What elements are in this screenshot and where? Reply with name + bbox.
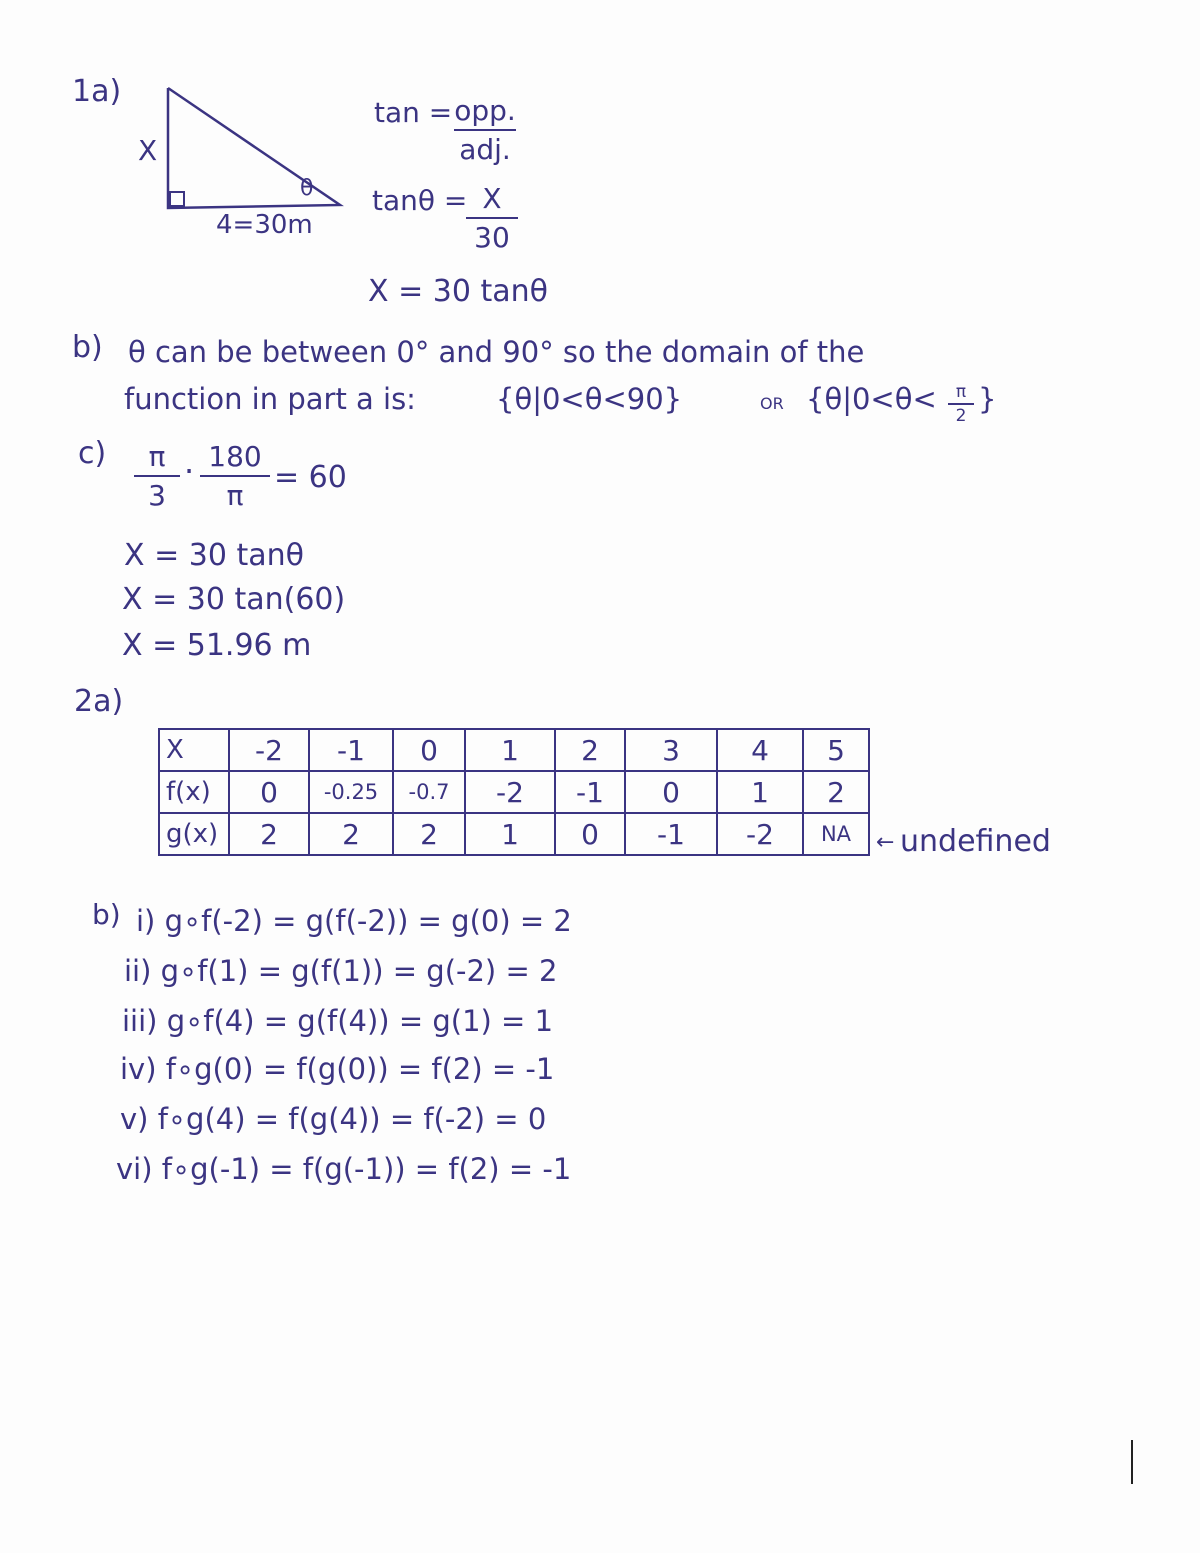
q1b-set2-den: 2 — [955, 406, 967, 426]
table-row-g — [159, 813, 869, 855]
q1b-line2: function in part a is: — [124, 382, 416, 416]
x-cell: 5 — [803, 729, 869, 771]
q1c-fraction-1 — [134, 440, 180, 512]
g-cell: NA — [803, 813, 869, 855]
f-cell: -1 — [555, 771, 625, 813]
right-triangle-diagram — [0, 0, 400, 240]
table-row-x — [159, 729, 869, 771]
q1c-label: c) — [78, 436, 107, 471]
g-cell: 1 — [465, 813, 555, 855]
q2b-label: b) — [92, 898, 121, 931]
q2b-line-6: vi) f∘g(-1) = f(g(-1)) = f(2) = -1 — [116, 1152, 572, 1186]
q1b-set2-suffix: } — [978, 382, 997, 416]
x-cell: 1 — [465, 729, 555, 771]
row-header-g: g(x) — [159, 813, 229, 855]
table-row-f — [159, 771, 869, 813]
side-x-label: X — [138, 134, 158, 167]
undefined-note: undefined — [900, 824, 1051, 859]
tan-def-den: adj. — [459, 133, 511, 166]
tan-theta-fraction — [466, 182, 518, 254]
q1c-dot: · — [184, 452, 195, 490]
q1c-f1-num: π — [148, 440, 166, 473]
q1a-result: X = 30 tanθ — [368, 274, 548, 309]
g-cell: 0 — [555, 813, 625, 855]
f-cell: 0 — [229, 771, 309, 813]
x-cell: 4 — [717, 729, 803, 771]
q1b-set2-prefix: {θ|0<θ< — [806, 382, 937, 416]
page-edge-mark — [1131, 1440, 1133, 1484]
angle-theta-label: θ — [300, 176, 314, 201]
arrow-left-icon: ← — [876, 830, 895, 855]
function-values-table — [158, 728, 870, 856]
x-cell: 0 — [393, 729, 465, 771]
q1b-set1: {θ|0<θ<90} — [496, 382, 683, 416]
q1c-f2-num: 180 — [208, 440, 262, 473]
x-cell: -1 — [309, 729, 393, 771]
q1c-f1-den: 3 — [148, 479, 166, 512]
q2b-line-1: i) g∘f(-2) = g(f(-2)) = g(0) = 2 — [136, 904, 572, 938]
tan-theta-den: 30 — [474, 221, 510, 254]
x-cell: 3 — [625, 729, 717, 771]
q2b-line-4: iv) f∘g(0) = f(g(0)) = f(2) = -1 — [120, 1052, 555, 1086]
g-cell: -2 — [717, 813, 803, 855]
f-cell: 0 — [625, 771, 717, 813]
f-cell: 1 — [717, 771, 803, 813]
q1b-or: OR — [760, 394, 784, 413]
tan-def-fraction — [454, 94, 516, 166]
tan-def-num: opp. — [454, 94, 516, 127]
q1c-line2: X = 30 tan(60) — [122, 582, 346, 617]
q1a-label: 1a) — [72, 74, 122, 109]
g-cell: 2 — [229, 813, 309, 855]
tan-def-lhs: tan = — [374, 96, 453, 129]
f-cell: -2 — [465, 771, 555, 813]
g-cell: 2 — [393, 813, 465, 855]
q1c-line1: X = 30 tanθ — [124, 538, 304, 573]
x-cell: -2 — [229, 729, 309, 771]
q2b-line-3: iii) g∘f(4) = g(f(4)) = g(1) = 1 — [122, 1004, 554, 1038]
g-cell: -1 — [625, 813, 717, 855]
f-cell: -0.25 — [309, 771, 393, 813]
q2a-label: 2a) — [74, 684, 124, 719]
q1c-eq: = 60 — [274, 460, 347, 495]
q2b-line-5: v) f∘g(4) = f(g(4)) = f(-2) = 0 — [120, 1102, 547, 1136]
right-angle-mark — [170, 192, 184, 206]
q1c-line3: X = 51.96 m — [122, 628, 312, 663]
q1c-f2-den: π — [226, 479, 244, 512]
base-label: 4=30m — [216, 210, 313, 240]
q1b-label: b) — [72, 330, 103, 365]
q1c-fraction-2 — [200, 440, 270, 512]
x-cell: 2 — [555, 729, 625, 771]
q1b-set2-fraction — [948, 382, 974, 426]
row-header-f: f(x) — [159, 771, 229, 813]
tan-theta-num: X — [482, 182, 502, 215]
g-cell: 2 — [309, 813, 393, 855]
q1b-line1: θ can be between 0° and 90° so the domain of the — [128, 335, 865, 369]
row-header-x: X — [159, 729, 229, 771]
q1b-set2-num: π — [955, 382, 967, 402]
q2b-line-2: ii) g∘f(1) = g(f(1)) = g(-2) = 2 — [124, 954, 558, 988]
f-cell: 2 — [803, 771, 869, 813]
triangle-outline — [168, 88, 340, 208]
tan-theta-lhs: tanθ = — [372, 184, 468, 217]
f-cell: -0.7 — [393, 771, 465, 813]
